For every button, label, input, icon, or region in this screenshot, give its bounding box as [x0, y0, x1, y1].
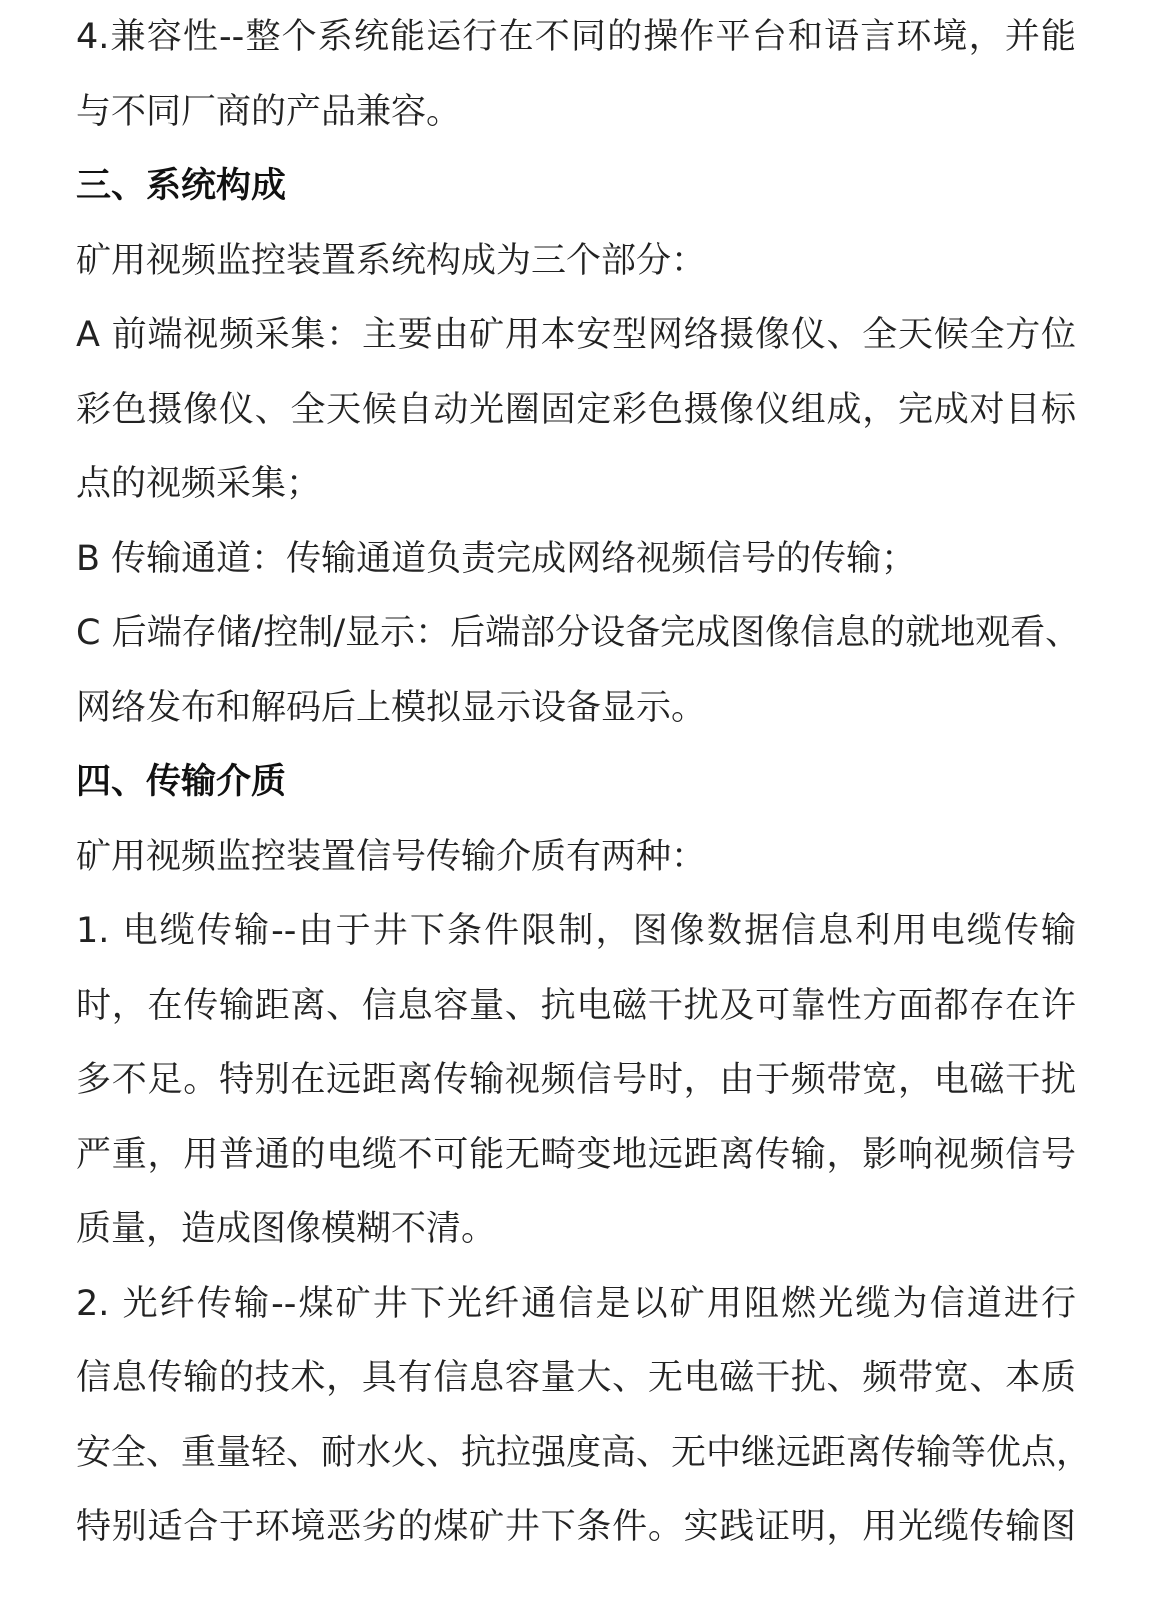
cable-line-3: 多不足。特别在远距离传输视频信号时，由于频带宽，电磁干扰 [76, 1060, 1076, 1100]
fiber-line-4: 特别适合于环境恶劣的煤矿井下条件。实践证明，用光缆传输图 [76, 1507, 1076, 1547]
section-4-heading: 四、传输介质 [76, 762, 287, 802]
cable-line-1: 1. 电缆传输--由于井下条件限制，图像数据信息利用电缆传输 [76, 911, 1076, 951]
part-a-line-1: A 前端视频采集：主要由矿用本安型网络摄像仪、全天候全方位 [76, 315, 1076, 355]
section-3-heading: 三、系统构成 [76, 166, 287, 206]
part-a-line-2: 彩色摄像仪、全天候自动光圈固定彩色摄像仪组成，完成对目标 [76, 389, 1076, 430]
part-a-line-3: 点的视频采集； [76, 464, 322, 504]
part-b-line: B 传输通道：传输通道负责完成网络视频信号的传输； [76, 538, 917, 579]
part-c-line-2: 网络发布和解码后上模拟显示设备显示。 [76, 687, 707, 728]
document-page [76, 0, 1092, 1565]
cable-line-4: 严重，用普通的电缆不可能无畸变地远距离传输，影响视频信号 [76, 1134, 1076, 1175]
system-intro-line: 矿用视频监控装置系统构成为三个部分： [76, 240, 707, 281]
fiber-line-1: 2. 光纤传输--煤矿井下光纤通信是以矿用阻燃光缆为信道进行 [76, 1283, 1076, 1324]
fiber-line-3: 安全、重量轻、耐水火、抗拉强度高、无中继远距离传输等优点， [76, 1432, 1092, 1473]
cable-line-5: 质量，造成图像模糊不清。 [76, 1209, 497, 1249]
compat-line-1: 4.兼容性--整个系统能运行在不同的操作平台和语言环境，并能 [76, 17, 1076, 57]
fiber-line-2: 信息传输的技术，具有信息容量大、无电磁干扰、频带宽、本质 [76, 1358, 1076, 1398]
part-c-line-1: C 后端存储/控制/显示：后端部分设备完成图像信息的就地观看、 [76, 613, 1081, 653]
cable-line-2: 时，在传输距离、信息容量、抗电磁干扰及可靠性方面都存在许 [76, 985, 1076, 1026]
medium-intro-line: 矿用视频监控装置信号传输介质有两种： [76, 836, 707, 877]
compat-line-2: 与不同厂商的产品兼容。 [76, 91, 462, 132]
